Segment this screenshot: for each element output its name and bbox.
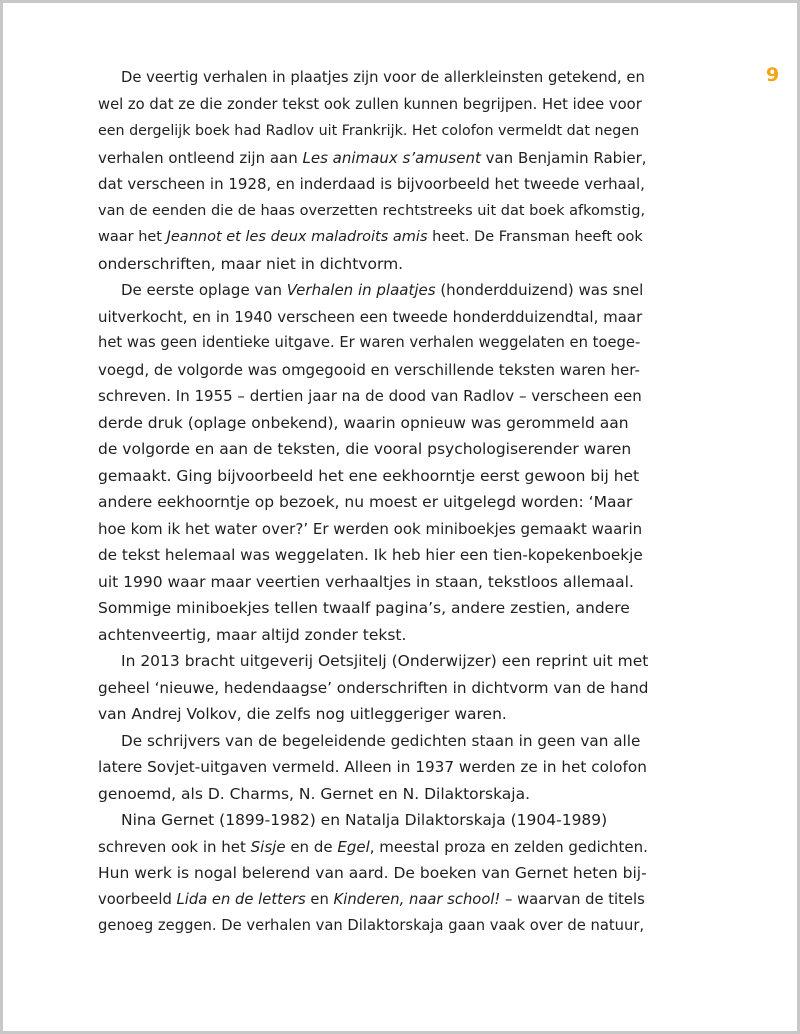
- text-line: geheel ‘nieuwe, hedendaagse’ onderschriften in dichtvorm van de hand: [98, 678, 649, 697]
- text-run: De eerste oplage van: [121, 281, 287, 299]
- text-run: , meestal proza en zelden gedichten.: [369, 837, 648, 856]
- text-line: schreven. In 1955 – dertien jaar na de dood van Radlov – verscheen een: [98, 387, 642, 405]
- magazine-title: Egel: [337, 837, 370, 856]
- book-title: Kinderen, naar school!: [333, 890, 501, 908]
- text-line: het was geen identieke uitgave. Er waren verhalen weggelaten en toege-: [98, 334, 641, 351]
- text-line: de volgorde en aan de teksten, die vooral psychologiserender waren: [98, 440, 632, 458]
- paragraph-1: [98, 65, 648, 277]
- text-line: De veertig verhalen in plaatjes zijn voor de allerkleinsten getekend, en: [121, 69, 645, 86]
- text-line: van Andrej Volkov, die zelfs nog uitleggeriger waren.: [98, 705, 507, 723]
- text-line: [98, 834, 648, 861]
- text-line: de tekst helemaal was weggelaten. Ik heb hier een tien-kopekenboekje: [98, 546, 643, 564]
- text-line: genoemd, als D. Charms, N. Gernet en N. Dilaktorskaja.: [98, 784, 531, 803]
- text-line: van de eenden die de haas overzetten rechtstreeks uit dat boek afkomstig,: [98, 202, 646, 219]
- text-line: genoeg zeggen. De verhalen van Dilaktorskaja gaan vaak over de natuur,: [98, 917, 645, 934]
- story-title: Jeannot et les deux maladroits amis: [166, 229, 428, 245]
- magazine-title: Sisje: [250, 837, 286, 856]
- text-run: verhalen ontleend zijn aan: [98, 148, 303, 167]
- text-line: wel zo dat ze die zonder tekst ook zullen kunnen begrijpen. Het idee voor: [98, 95, 642, 113]
- text-run: – waarvan de titels: [500, 890, 645, 908]
- body-text: [98, 65, 648, 940]
- text-line: hoe kom ik het water over?’ Er werden ook miniboekjes gemaakt waarin: [98, 519, 643, 538]
- book-title: Lida en de letters: [176, 890, 306, 908]
- text-line: voegd, de volgorde was omgegooid en verschillende teksten waren her-: [98, 360, 640, 379]
- text-run: (honderdduizend) was snel: [435, 281, 644, 299]
- text-run: voorbeeld: [98, 890, 177, 908]
- text-line: uit 1990 waar maar veertien verhaaltjes in staan, tekstloos allemaal.: [98, 572, 634, 591]
- paragraph-3: [98, 648, 648, 728]
- paragraph-5: [98, 807, 648, 940]
- book-title: Verhalen in plaatjes: [286, 281, 436, 299]
- text-line: onderschriften, maar niet in dichtvorm.: [98, 254, 404, 273]
- text-line: [98, 145, 648, 172]
- text-line: een dergelijk boek had Radlov uit Frankrijk. Het colofon vermeldt dat negen: [98, 123, 640, 139]
- text-line: [98, 887, 648, 914]
- text-run: waar het: [98, 229, 167, 245]
- text-line: achtenveertig, maar altijd zonder tekst.: [98, 625, 407, 644]
- paragraph-2: [98, 277, 648, 648]
- text-line: [98, 224, 648, 251]
- text-run: en de: [285, 837, 338, 856]
- text-line: Hun werk is nogal belerend van aard. De boeken van Gernet heten bij-: [98, 864, 647, 882]
- text-run: van Benjamin Rabier,: [480, 148, 647, 167]
- text-run: en: [305, 890, 334, 908]
- text-line: In 2013 bracht uitgeverij Oetsjitelj (Onderwijzer) een reprint uit met: [121, 652, 649, 670]
- text-line: derde druk (oplage onbekend), waarin opnieuw was gerommeld aan: [98, 413, 629, 432]
- text-run: schreven ook in het: [98, 837, 251, 856]
- text-line: latere Sovjet-uitgaven vermeld. Alleen in 1937 werden ze in het colofon: [98, 758, 647, 776]
- text-line: [98, 277, 648, 304]
- text-line: gemaakt. Ging bijvoorbeeld het ene eekhoorntje eerst gewoon bij het: [98, 466, 640, 485]
- book-title: Les animaux s’amusent: [302, 148, 481, 167]
- text-line: Sommige miniboekjes tellen twaalf pagina’s, andere zestien, andere: [98, 599, 630, 617]
- text-run: heet. De Fransman heeft ook: [427, 229, 643, 245]
- text-line: dat verscheen in 1928, en inderdaad is bijvoorbeeld het tweede verhaal,: [98, 175, 645, 193]
- text-line: andere eekhoorntje op bezoek, nu moest er uitgelegd worden: ‘Maar: [98, 493, 633, 511]
- paragraph-4: [98, 728, 648, 808]
- page-number: 9: [766, 64, 780, 86]
- text-line: uitverkocht, en in 1940 verscheen een tweede honderdduizendtal, maar: [98, 307, 643, 326]
- text-line: Nina Gernet (1899-1982) en Natalja Dilaktorskaja (1904-1989): [121, 811, 608, 829]
- text-line: De schrijvers van de begeleidende gedichten staan in geen van alle: [121, 731, 641, 750]
